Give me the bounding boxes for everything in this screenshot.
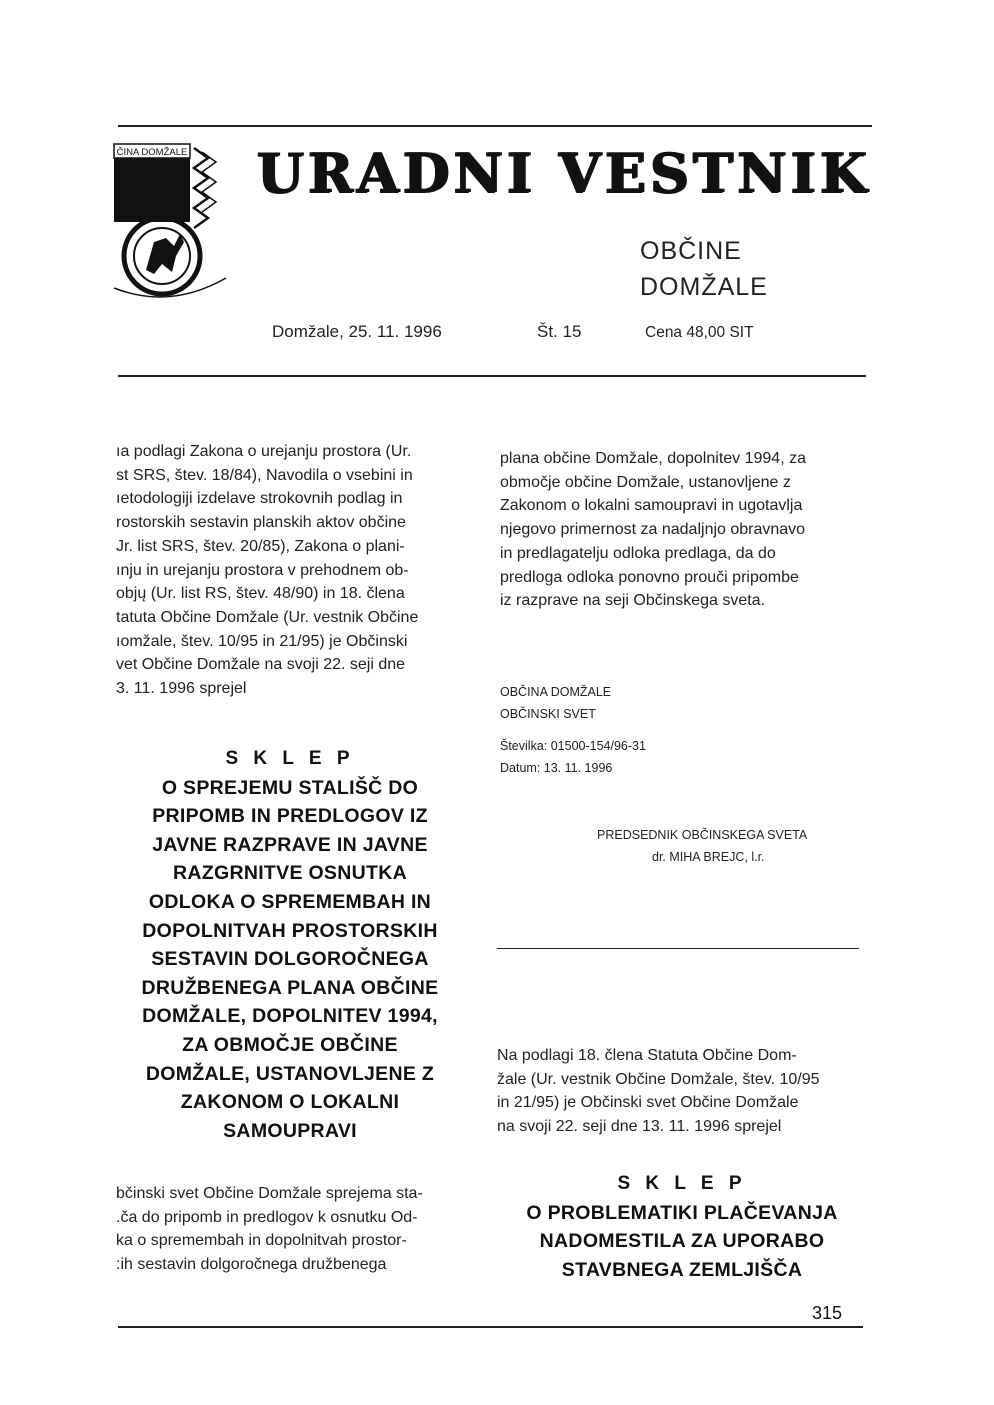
decision-title-line: STAVBNEGA ZEMLJIŠČA bbox=[561, 1258, 803, 1281]
decision-title-line: RAZGRNITVE OSNUTKA bbox=[173, 862, 407, 885]
decision-title-line: ZA OBMOČJE OBČINE bbox=[182, 1033, 398, 1056]
decision-title-line: DOPOLNITVAH PROSTORSKIH bbox=[142, 919, 438, 942]
right-decision-heading bbox=[492, 1170, 872, 1284]
logo-text: ČINA DOMŽALE bbox=[116, 147, 188, 158]
text-line: ıa podlagi Zakona o urejanju prostora (Ur. bbox=[116, 443, 412, 460]
text-line: ınju in urejanju prostora v prehodnem ob- bbox=[116, 561, 409, 579]
signatory-title: PREDSEDNIK OBČINSKEGA SVETA bbox=[597, 828, 808, 842]
decision-title-line: O PROBLEMATIKI PLAČEVANJA bbox=[526, 1201, 838, 1224]
document-number: Številka: 01500-154/96-31 bbox=[500, 739, 646, 753]
text-line: plana občine Domžale, dopolnitev 1994, za bbox=[500, 450, 806, 467]
text-line: :ih sestavin dolgoročnega družbenega bbox=[116, 1256, 387, 1274]
right-continuation-paragraph bbox=[500, 447, 862, 613]
left-body-paragraph bbox=[116, 1182, 466, 1277]
text-line: območje občine Domžale, ustanovljene z bbox=[500, 473, 791, 491]
text-line: iz razprave na seji Občinskega sveta. bbox=[500, 592, 766, 610]
masthead-title: URADNI VESTNIK bbox=[256, 141, 870, 205]
decision-label: S K L E P bbox=[617, 1173, 747, 1194]
text-line: predloga odloka ponovno prouči pripombe bbox=[500, 568, 799, 586]
decision-title-line: DRUŽBENEGA PLANA OBČINE bbox=[141, 976, 439, 999]
text-line: 3. 11. 1996 sprejel bbox=[116, 680, 247, 698]
text-line: na svoji 22. seji dne 13. 11. 1996 sprejel bbox=[497, 1118, 782, 1136]
text-line: Na podlagi 18. člena Statuta Občine Dom- bbox=[497, 1047, 797, 1064]
decision-title-line: NADOMESTILA ZA UPORABO bbox=[539, 1230, 825, 1253]
decision-title-line: DOMŽALE, DOPOLNITEV 1994, bbox=[142, 1005, 438, 1028]
text-line: st SRS, štev. 18/84), Navodila o vsebini in bbox=[116, 466, 413, 484]
issue-price: Cena 48,00 SIT bbox=[645, 324, 754, 341]
text-line: njegovo primernost za nadaljnjo obravnavo bbox=[500, 521, 806, 539]
section-divider bbox=[497, 948, 859, 949]
decision-title-line: PRIPOMB IN PREDLOGOV IZ bbox=[152, 805, 428, 828]
text-line: ıetodologiji izdelave strokovnih podlag in bbox=[116, 490, 403, 508]
issuer-line-2: OBČINSKI SVET bbox=[500, 707, 596, 721]
text-line: .ča do pripomb in predlogov k osnutku Od- bbox=[116, 1208, 418, 1226]
decision-title-line: SESTAVIN DOLGOROČNEGA bbox=[151, 948, 429, 971]
decision-label: S K L E P bbox=[225, 748, 355, 769]
decision-title-line: ODLOKA O SPREMEMBAH IN bbox=[148, 890, 432, 913]
issue-number: Št. 15 bbox=[537, 322, 582, 341]
issuer-line-1: OBČINA DOMŽALE bbox=[500, 685, 612, 699]
text-line: ıomžale, štev. 10/95 in 21/95) je Občinski bbox=[116, 632, 408, 650]
text-line: rostorskih sestavin planskih aktov občine bbox=[116, 514, 406, 532]
text-line: vet Občine Domžale na svoji 22. seji dne bbox=[116, 656, 406, 674]
text-line: bčinski svet Občine Domžale sprejema sta- bbox=[116, 1185, 423, 1202]
top-rule bbox=[118, 125, 872, 127]
text-line: in predlagatelju odloka predlaga, da do bbox=[500, 544, 776, 562]
document-date: Datum: 13. 11. 1996 bbox=[500, 761, 613, 775]
text-line: ka o spremembah in dopolnitvah prostor- bbox=[116, 1232, 407, 1250]
decision-title-line: DOMŽALE, USTANOVLJENE Z bbox=[145, 1062, 435, 1085]
municipality-logo-icon bbox=[110, 138, 228, 308]
decision-title-line: JAVNE RAZPRAVE IN JAVNE bbox=[152, 833, 428, 856]
text-line: tatuta Občine Domžale (Ur. vestnik Občine bbox=[116, 608, 419, 626]
text-line: Zakonom o lokalni samoupravi in ugotavlja bbox=[500, 497, 803, 515]
masthead-bottom-rule bbox=[118, 375, 866, 377]
decision-title-line: ZAKONOM O LOKALNI bbox=[180, 1091, 400, 1114]
decision-title-line: O SPREJEMU STALIŠČ DO bbox=[161, 776, 419, 799]
text-line: Jr. list SRS, štev. 20/85), Zakona o plani- bbox=[116, 537, 405, 555]
decision-title-line: SAMOUPRAVI bbox=[223, 1119, 357, 1142]
text-line: objų (Ur. list RS, štev. 48/90) in 18. člena bbox=[116, 585, 405, 603]
right-second-intro-paragraph bbox=[497, 1044, 862, 1139]
text-line: in 21/95) je Občinski svet Občine Domžale bbox=[497, 1094, 799, 1112]
left-decision-heading bbox=[100, 745, 480, 1145]
left-intro-paragraph bbox=[116, 440, 466, 701]
text-line: žale (Ur. vestnik Občine Domžale, štev. 10/95 bbox=[497, 1070, 820, 1088]
issue-place-date: Domžale, 25. 11. 1996 bbox=[272, 322, 442, 341]
signatory-name: dr. MIHA BREJC, l.r. bbox=[652, 850, 765, 864]
masthead-subtitle-line2: DOMŽALE bbox=[640, 273, 768, 301]
masthead-subtitle-line1: OBČINE bbox=[640, 237, 742, 265]
page-number: 315 bbox=[812, 1303, 843, 1323]
bottom-rule bbox=[118, 1326, 863, 1328]
